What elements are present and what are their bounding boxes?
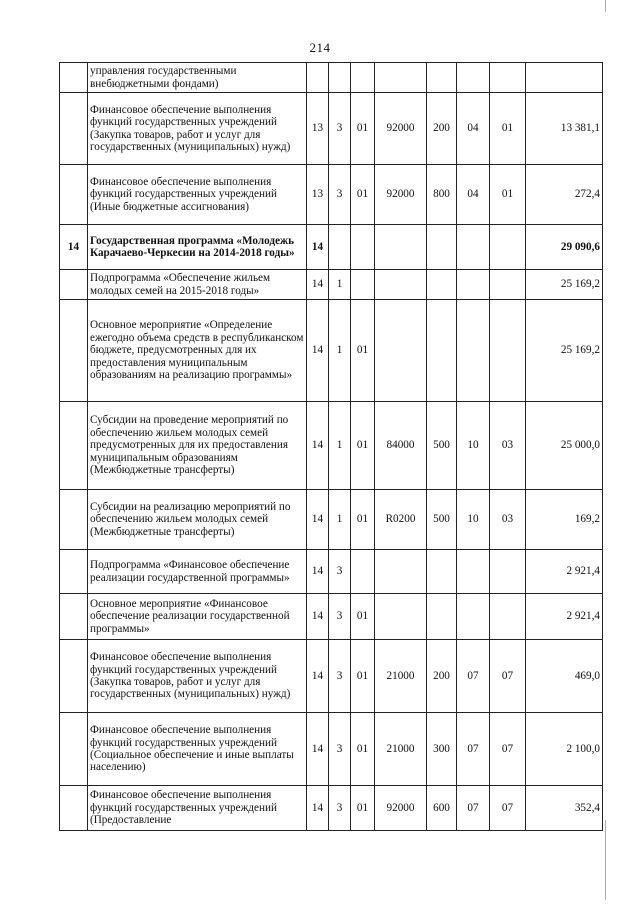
code-col-6 [457,225,490,270]
row-description: Финансовое обеспечение выполнения функций государственных учреждений (Социальное обеспечение и иные выплаты населению) [88,713,307,786]
amount [526,63,603,93]
table-row [60,550,603,594]
amount: 25 169,2 [526,270,603,300]
code-col-5: 500 [427,402,457,490]
table-row [60,225,603,270]
row-description: Подпрограмма «Финансовое обеспечение реализации государственной программы» [88,550,307,594]
code-col-3: 01 [351,300,375,402]
table-row [60,270,603,300]
code-col-7: 03 [490,402,526,490]
code-col-1: 14 [307,594,329,640]
code-col-7 [490,63,526,93]
code-col-6: 04 [457,93,490,165]
code-col-7 [490,594,526,640]
code-col-4: 92000 [375,93,427,165]
code-col-7 [490,225,526,270]
code-col-7: 03 [490,490,526,550]
code-col-4: 84000 [375,402,427,490]
table-row [60,640,603,713]
code-col-2: 3 [329,786,351,831]
code-col-1: 14 [307,300,329,402]
code-col-2: 3 [329,550,351,594]
code-col-3 [351,270,375,300]
code-col-1: 14 [307,550,329,594]
code-col-7: 01 [490,165,526,225]
row-number [60,786,88,831]
code-col-5 [427,300,457,402]
code-col-1: 13 [307,93,329,165]
row-description: управления государственными внебюджетными фондами) [88,63,307,93]
table-body [60,63,603,831]
code-col-5 [427,225,457,270]
code-col-6: 07 [457,713,490,786]
code-col-2 [329,225,351,270]
code-col-3: 01 [351,640,375,713]
row-description: Финансовое обеспечение выполнения функций государственных учреждений (Иные бюджетные ассигнования) [88,165,307,225]
code-col-6: 10 [457,402,490,490]
code-col-5: 300 [427,713,457,786]
code-col-3: 01 [351,713,375,786]
code-col-1: 14 [307,640,329,713]
table-row [60,594,603,640]
amount: 2 100,0 [526,713,603,786]
row-number [60,63,88,93]
code-col-7: 07 [490,713,526,786]
row-description: Финансовое обеспечение выполнения функций государственных учреждений (Закупка товаров, работ и услуг для государственных (муниципальных) нужд) [88,640,307,713]
code-col-7 [490,550,526,594]
code-col-3: 01 [351,93,375,165]
code-col-1: 14 [307,225,329,270]
amount: 25 000,0 [526,402,603,490]
code-col-2: 3 [329,165,351,225]
code-col-2: 1 [329,402,351,490]
code-col-3: 01 [351,594,375,640]
code-col-4 [375,550,427,594]
code-col-4 [375,63,427,93]
table-row [60,165,603,225]
code-col-5 [427,594,457,640]
scan-artifact [605,820,606,900]
row-description: Подпрограмма «Обеспечение жильем молодых семей на 2015-2018 годы» [88,270,307,300]
row-description: Основное мероприятие «Финансовое обеспечение реализации государственной программы» [88,594,307,640]
amount: 352,4 [526,786,603,831]
code-col-5: 500 [427,490,457,550]
row-number [60,594,88,640]
code-col-7: 07 [490,640,526,713]
amount: 272,4 [526,165,603,225]
code-col-4 [375,270,427,300]
code-col-7 [490,270,526,300]
code-col-6 [457,300,490,402]
code-col-7: 01 [490,93,526,165]
row-number [60,300,88,402]
row-number [60,490,88,550]
amount: 469,0 [526,640,603,713]
code-col-5: 200 [427,640,457,713]
row-number [60,402,88,490]
code-col-1 [307,63,329,93]
code-col-2: 1 [329,270,351,300]
code-col-4: 92000 [375,786,427,831]
code-col-3: 01 [351,786,375,831]
code-col-7: 07 [490,786,526,831]
code-col-1: 14 [307,402,329,490]
code-col-6 [457,270,490,300]
code-col-6: 04 [457,165,490,225]
code-col-6: 07 [457,640,490,713]
row-description: Субсидии на проведение мероприятий по обеспечению жильем молодых семей предусмотренных для их предоставления муниципальным образованиям (Межбюджетные трансферты) [88,402,307,490]
code-col-1: 13 [307,165,329,225]
code-col-2 [329,63,351,93]
code-col-5 [427,550,457,594]
code-col-4: 92000 [375,165,427,225]
code-col-5 [427,63,457,93]
row-number [60,640,88,713]
table-row [60,490,603,550]
code-col-5: 600 [427,786,457,831]
table-row [60,786,603,831]
table-row [60,713,603,786]
table-row [60,93,603,165]
table-row [60,63,603,93]
code-col-6: 10 [457,490,490,550]
page-number: 214 [309,40,331,55]
code-col-6 [457,550,490,594]
row-number [60,550,88,594]
amount: 2 921,4 [526,594,603,640]
row-number [60,93,88,165]
code-col-3 [351,63,375,93]
row-description: Государственная программа «Молодежь Карачаево-Черкесии на 2014-2018 годы» [88,225,307,270]
code-col-1: 14 [307,490,329,550]
table-row [60,300,603,402]
code-col-5 [427,270,457,300]
code-col-2: 3 [329,594,351,640]
row-number [60,165,88,225]
amount: 25 169,2 [526,300,603,402]
code-col-2: 3 [329,640,351,713]
code-col-2: 1 [329,490,351,550]
row-description: Субсидии на реализацию мероприятий по обеспечению жильем молодых семей (Межбюджетные трансферты) [88,490,307,550]
code-col-7 [490,300,526,402]
amount: 13 381,1 [526,93,603,165]
row-description: Финансовое обеспечение выполнения функций государственных учреждений (Закупка товаров, работ и услуг для государственных (муниципальных) нужд) [88,93,307,165]
amount: 169,2 [526,490,603,550]
code-col-3 [351,225,375,270]
code-col-4: R0200 [375,490,427,550]
budget-table [59,62,603,831]
row-number [60,713,88,786]
code-col-4: 21000 [375,713,427,786]
code-col-4 [375,225,427,270]
code-col-4 [375,300,427,402]
code-col-4: 21000 [375,640,427,713]
code-col-6 [457,594,490,640]
row-number: 14 [60,225,88,270]
code-col-2: 3 [329,713,351,786]
row-description: Основное мероприятие «Определение ежегодно объема средств в республиканском бюджете, предусмотренных для их предоставления муниципальным образованиям на реализацию программы» [88,300,307,402]
code-col-3: 01 [351,490,375,550]
amount: 2 921,4 [526,550,603,594]
code-col-3: 01 [351,165,375,225]
code-col-4 [375,594,427,640]
code-col-5: 200 [427,93,457,165]
code-col-6: 07 [457,786,490,831]
row-number [60,270,88,300]
scan-artifact [605,0,606,12]
code-col-2: 1 [329,300,351,402]
code-col-3 [351,550,375,594]
row-description: Финансовое обеспечение выполнения функций государственных учреждений (Предоставление [88,786,307,831]
code-col-6 [457,63,490,93]
code-col-5: 800 [427,165,457,225]
code-col-1: 14 [307,270,329,300]
code-col-1: 14 [307,786,329,831]
table-row [60,402,603,490]
code-col-2: 3 [329,93,351,165]
code-col-3: 01 [351,402,375,490]
code-col-1: 14 [307,713,329,786]
amount: 29 090,6 [526,225,603,270]
